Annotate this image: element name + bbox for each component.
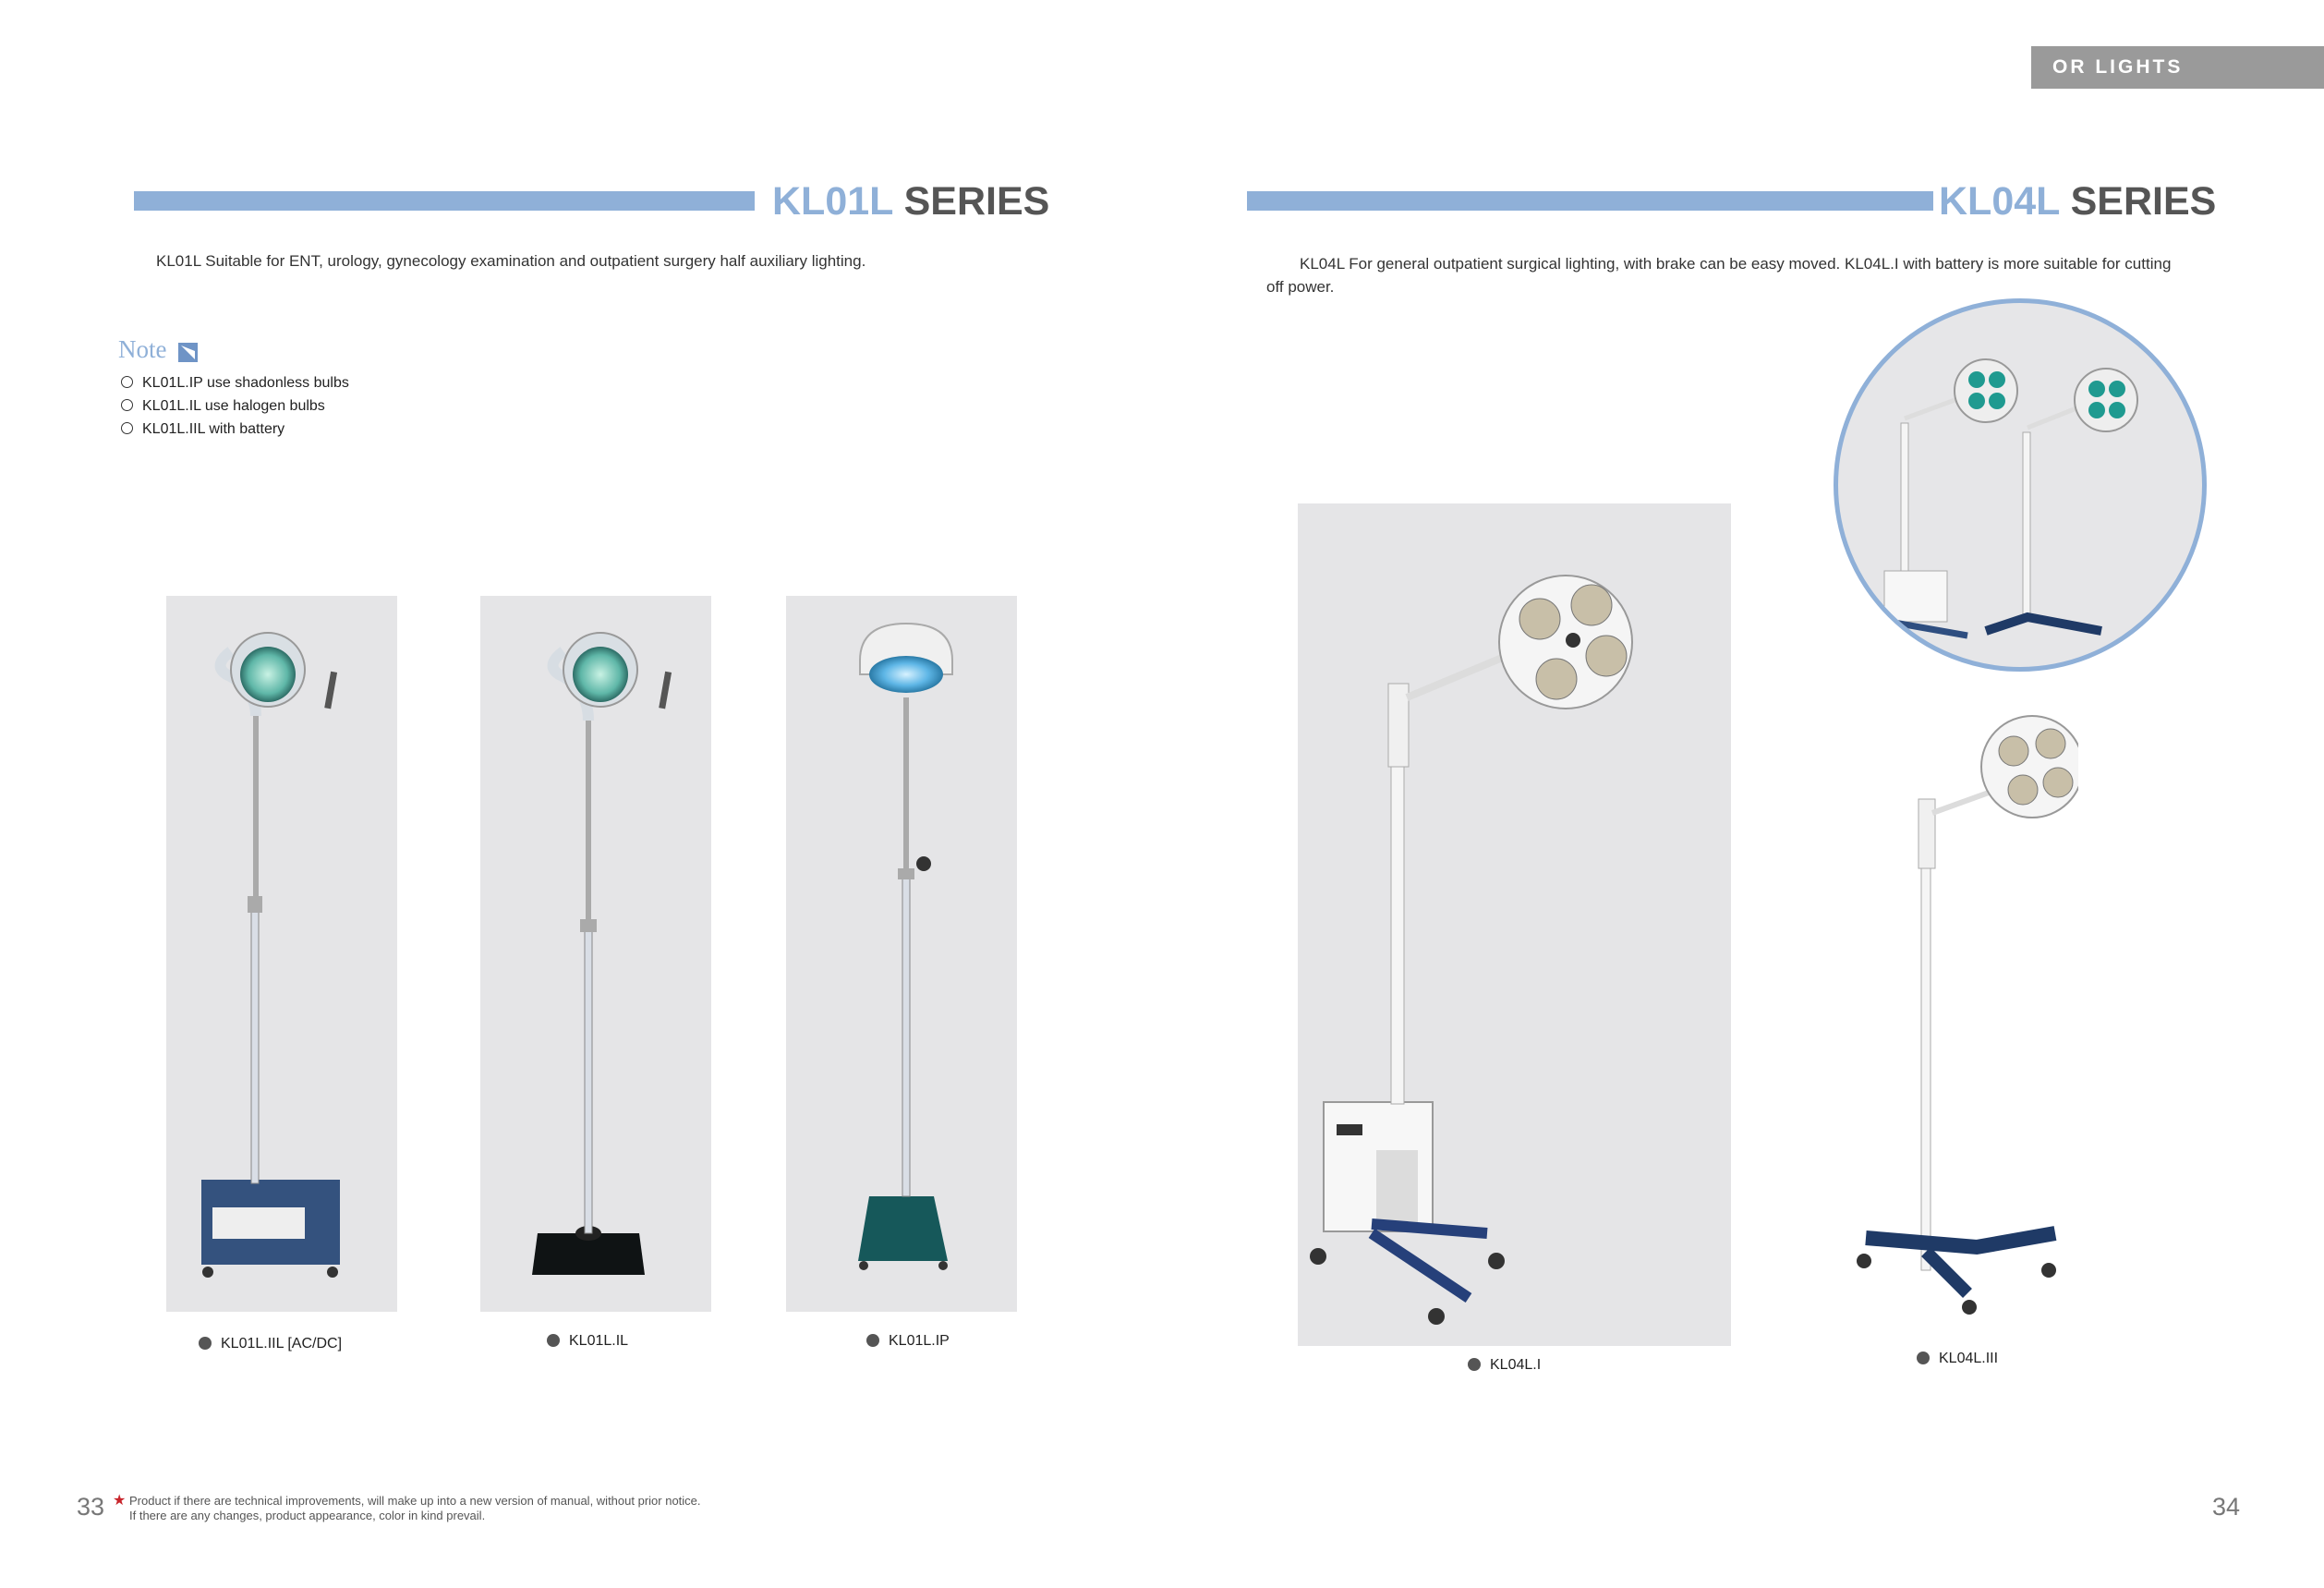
right-series-title (1939, 179, 2217, 224)
bullet-circle-icon (121, 376, 133, 388)
product-inset-circle (1834, 298, 2207, 672)
note-item (121, 375, 349, 392)
left-description: KL01L Suitable for ENT, urology, gynecology examination and outpatient surgery half auxiliary lighting. (156, 252, 866, 270)
page-number-left: 33 (77, 1493, 105, 1521)
note-item-text: KL01L.IP use shadonless bulbs (142, 375, 349, 391)
bullet-circle-icon (121, 422, 133, 434)
note-title: Note (118, 335, 167, 363)
left-series-title (772, 179, 1050, 224)
bullet-dot-icon (1917, 1352, 1930, 1364)
section-badge-label: OR LIGHTS (2052, 56, 2184, 78)
product-caption (547, 1333, 628, 1350)
right-description-line-2: off power. (1266, 278, 1335, 296)
product-caption-text: KL01L.IL (569, 1333, 629, 1349)
note-item-text: KL01L.IIL with battery (142, 421, 285, 437)
product-photo-kl01l-iil (166, 596, 397, 1312)
footer-note-line-1: Product if there are technical improvements, will make up into a new version of manual, without prior notice. (129, 1494, 701, 1508)
product-photo-kl04l-i (1298, 503, 1731, 1346)
operating-lamp-icon (1847, 697, 2078, 1326)
footer-note-line-2: If there are any changes, product appearance, color in kind prevail. (129, 1509, 486, 1522)
section-badge (2031, 46, 2324, 89)
examination-lamp-icon (786, 596, 1017, 1312)
star-icon: ★ (113, 1493, 127, 1509)
left-series-bar (134, 191, 755, 211)
bullet-dot-icon (866, 1334, 879, 1347)
note-corner-icon (178, 343, 198, 362)
right-series-code: KL04L (1939, 179, 2060, 224)
bullet-dot-icon (199, 1337, 212, 1350)
operating-lamp-pair-icon (1838, 303, 2202, 667)
product-caption (199, 1336, 342, 1352)
product-caption-text: KL01L.IP (889, 1333, 950, 1349)
product-caption-text: KL04L.III (1939, 1351, 1999, 1366)
right-description-line-1: KL04L For general outpatient surgical lighting, with brake can be easy moved. KL04L.I with battery is more suitable for cutting (1300, 255, 2172, 273)
examination-lamp-icon (480, 596, 711, 1312)
left-series-code: KL01L (772, 179, 893, 224)
bullet-circle-icon (121, 399, 133, 411)
examination-lamp-icon (166, 596, 397, 1312)
product-caption (1917, 1351, 1998, 1367)
product-caption-text: KL01L.IIL [AC/DC] (221, 1336, 343, 1352)
left-series-word: SERIES (892, 179, 1050, 224)
product-photo-kl01l-il (480, 596, 711, 1312)
note-item-text: KL01L.IL use halogen bulbs (142, 398, 325, 414)
note-item (121, 398, 325, 415)
operating-lamp-icon (1298, 503, 1731, 1346)
right-series-word: SERIES (2059, 179, 2217, 224)
right-series-bar (1247, 191, 1933, 211)
bullet-dot-icon (1468, 1358, 1481, 1371)
bullet-dot-icon (547, 1334, 560, 1347)
product-caption (1468, 1357, 1541, 1374)
page-number-right: 34 (2212, 1493, 2241, 1521)
product-caption-text: KL04L.I (1490, 1357, 1542, 1373)
product-photo-kl01l-ip (786, 596, 1017, 1312)
product-photo-kl04l-iii (1847, 697, 2078, 1326)
note-item (121, 421, 284, 438)
product-caption (866, 1333, 950, 1350)
